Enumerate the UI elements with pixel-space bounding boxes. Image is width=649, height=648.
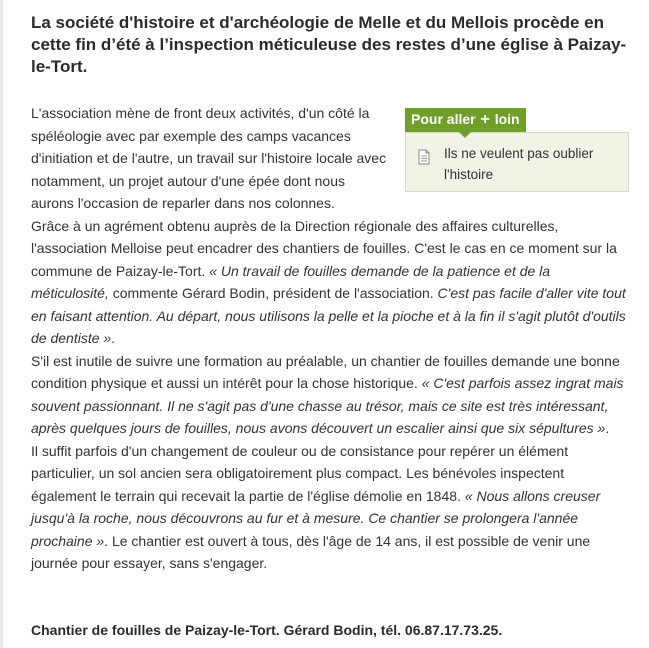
paragraph-2 xyxy=(31,215,631,350)
paragraph-2-text-b: commente Gérard Bodin, président de l'association. xyxy=(108,285,438,301)
paragraph-3 xyxy=(31,350,631,440)
paragraph-1-text: L'association mène de front deux activités, d'un côté la spéléologie avec par exemple des camps vacances d'initiation et de l'autre, un travail sur l'histoire locale avec notamment, un projet autour d'une épée dont nous aurons l'occasion de reparler dans nos colonnes. xyxy=(31,105,387,211)
related-article-link[interactable]: Ils ne veulent pas oublier l'histoire xyxy=(444,146,594,182)
related-articles-header xyxy=(405,108,526,132)
related-articles-box xyxy=(405,108,629,192)
quote-3: « C'est parfois assez ingrat mais souvent passionnant. Il ne s'agit pas d'une chasse au trésor, mais ce site est très intéressant, après quelques jours de fouilles, nous avons découvert un escalier ainsi que six sépultures » xyxy=(31,375,624,436)
document-icon xyxy=(418,149,430,165)
paragraph-2-text-a: Grâce à un agrément obtenu auprès de la Direction régionale des affaires culturelles, l'association Melloise peut encadrer des chantiers de fouilles. C'est le cas en ce moment sur la commune de Paizay-le-Tort. xyxy=(31,217,617,279)
paragraph-2-text-c: . xyxy=(111,330,116,346)
related-header-text-1: Pour aller xyxy=(411,111,476,127)
quote-1: « Un travail de fouilles demande de la patience et de la méticulosité, xyxy=(31,262,551,301)
article-headline: La société d'histoire et d'archéologie de Melle et du Mellois procède en cette fin d’été à l’inspection méticuleuse des restes d’une église à Paizay-le-Tort. xyxy=(31,13,627,76)
quote-2: C'est pas facile d'aller vite tout en faisant attention. Au départ, nous utilisons la pelle et la pioche et à la fin il s'agit plutôt d'outils de dentiste » xyxy=(31,285,626,346)
paragraph-3-text-c: . xyxy=(605,420,610,436)
paragraph-3-text-a: S'il est inutile de suivre une formation au préalable, un chantier de fouilles demande une bonne condition physique et aussi un intérêt pour la chose historique. xyxy=(31,352,620,391)
paragraph-4-text-c: . Le chantier est ouvert à tous, dès l'âge de 14 ans, il est possible de venir une journée pour essayer, sans s'engager. xyxy=(31,532,591,571)
paragraph-4 xyxy=(31,440,631,575)
quote-4: « Nous allons creuser jusqu'à la roche, nous découvrons au fur et à mesure. Ce chantier se prolongera l'année prochaine » xyxy=(31,487,601,549)
article-body xyxy=(31,102,631,575)
related-header-text-2: loin xyxy=(494,111,520,127)
paragraph-4-text-a: Il suffit parfois d'un changement de couleur ou de consistance pour repérer un élément particulier, un sol ancien sera obligatoirement plus compact. Les bénévoles inspectent également le terrain qui recevait la partie de l'église démolie en 1848. xyxy=(31,442,569,504)
related-article-item[interactable] xyxy=(405,132,629,192)
plus-icon: + xyxy=(480,111,490,128)
contact-info: Chantier de fouilles de Paizay-le-Tort. Gérard Bodin, tél. 06.87.17.73.25. xyxy=(31,622,503,638)
